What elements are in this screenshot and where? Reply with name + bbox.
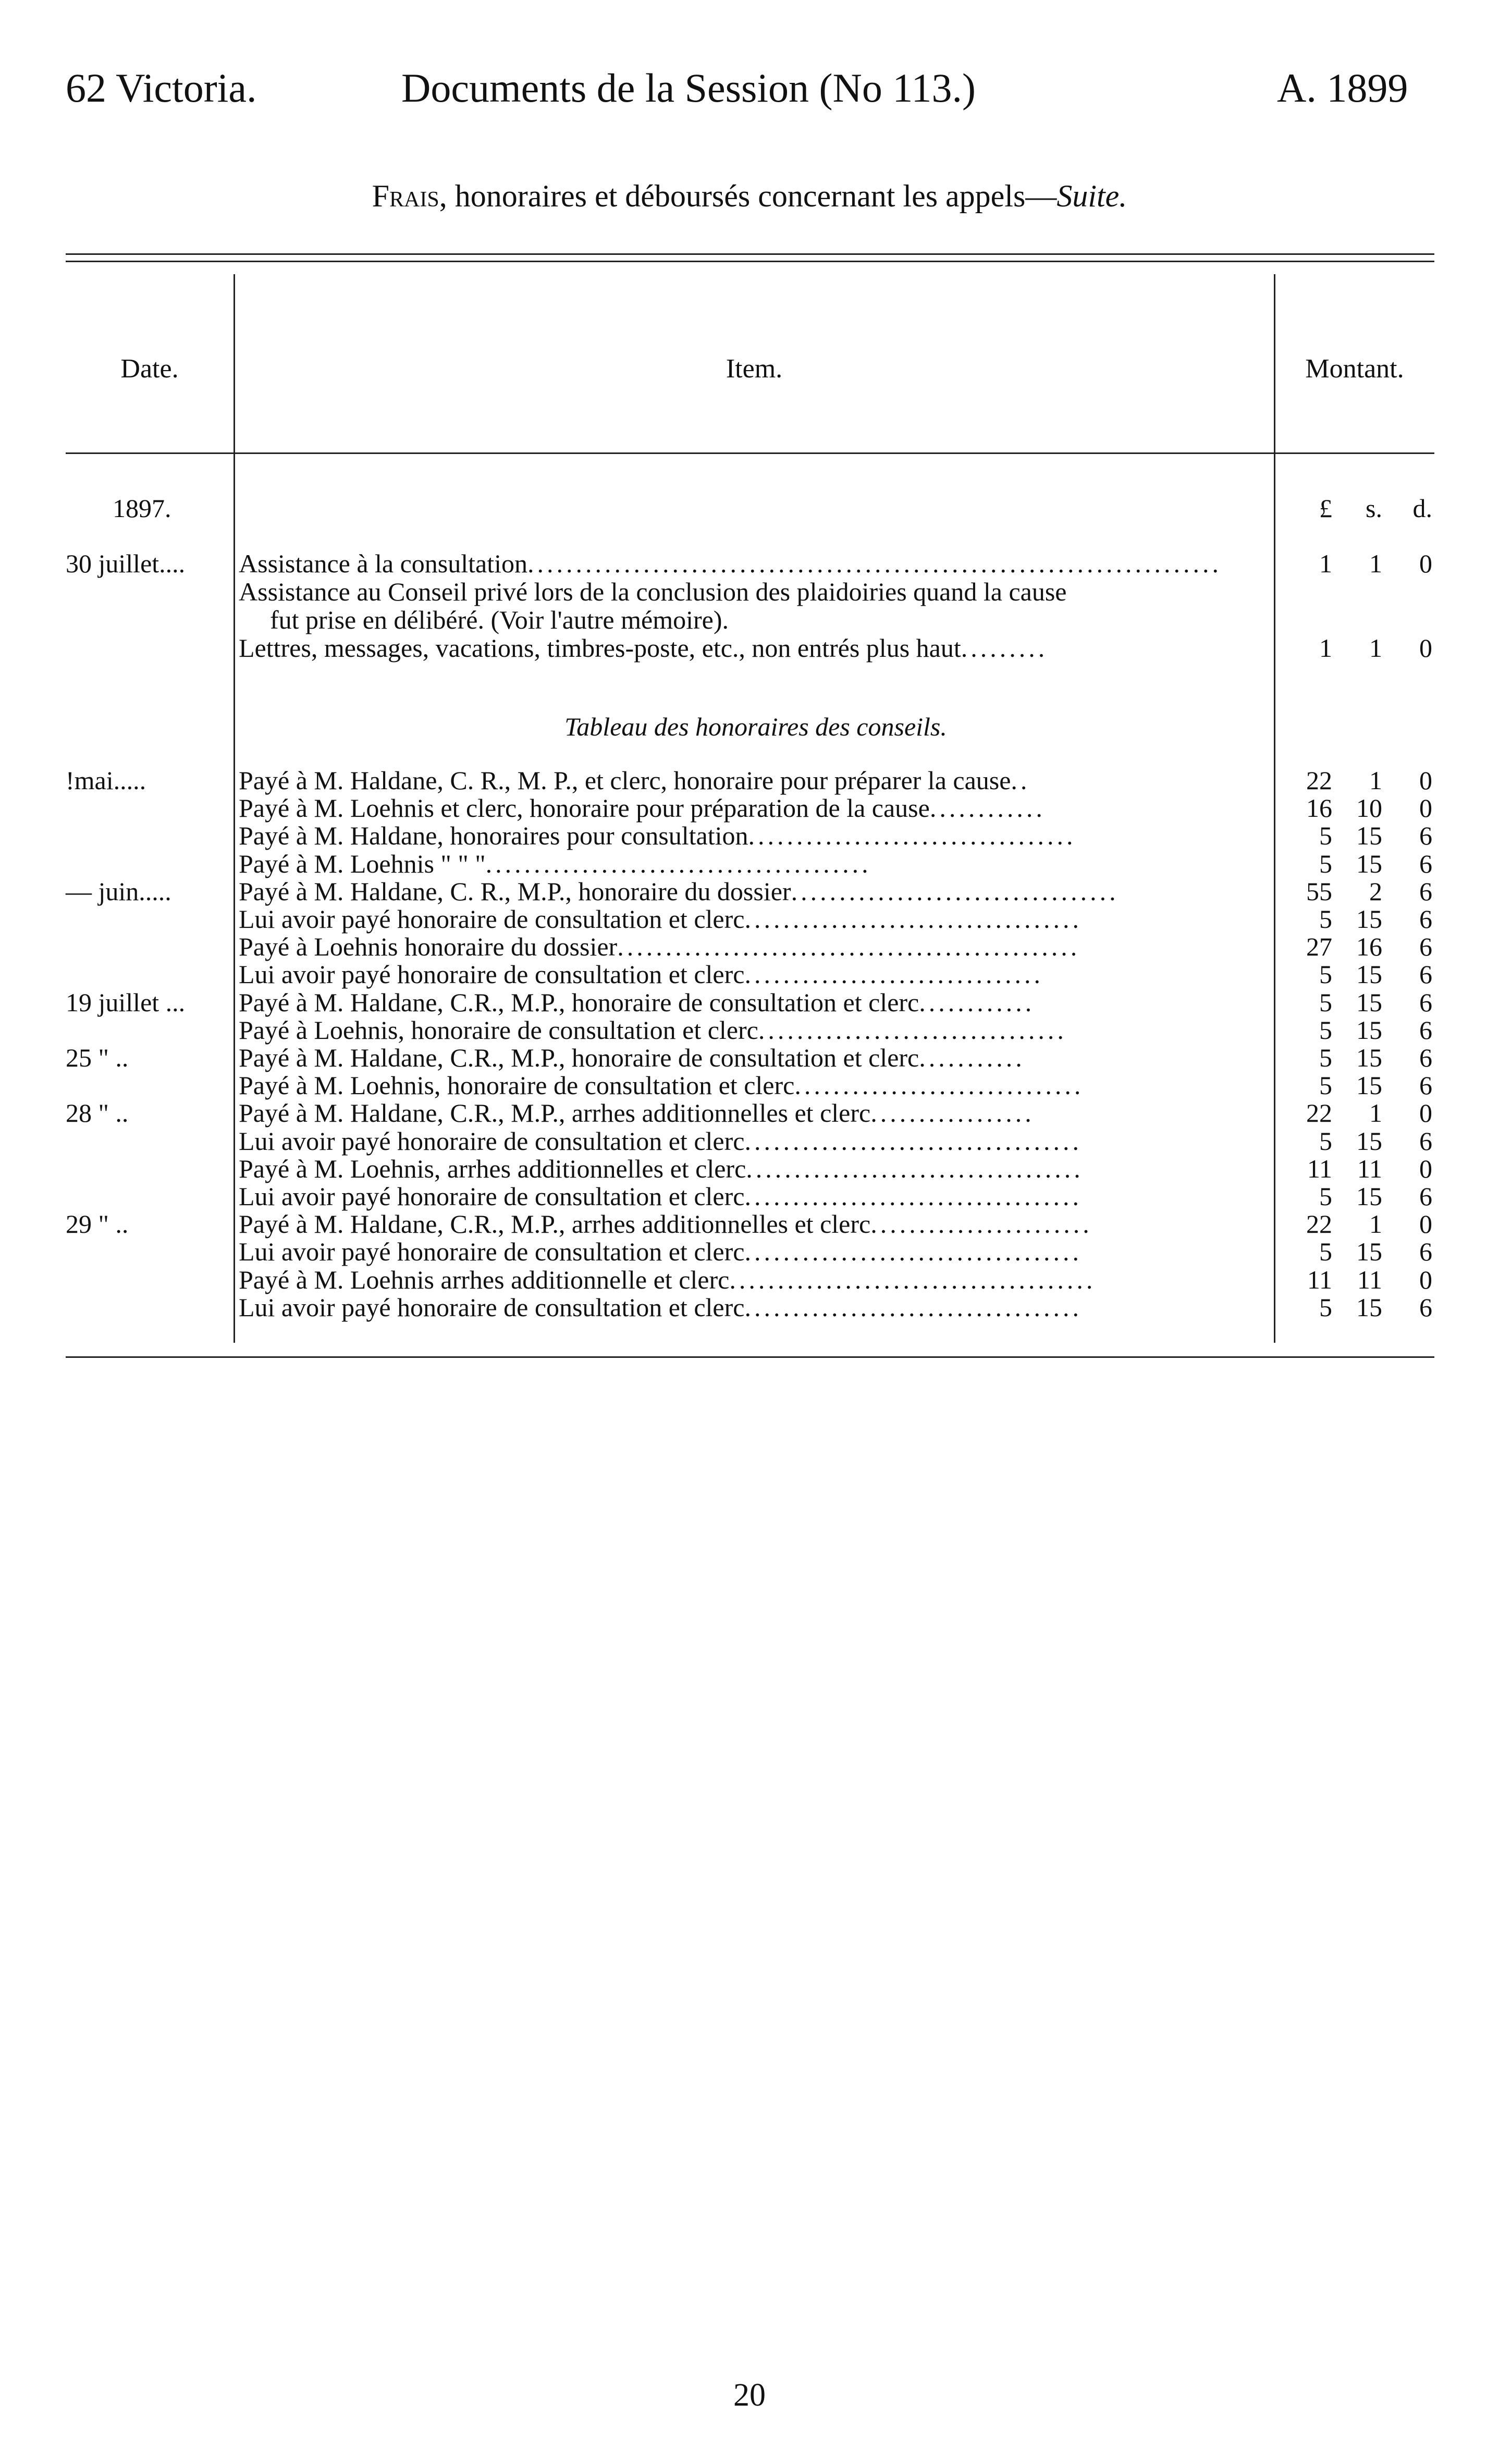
row-amount-shillings: 15 bbox=[1356, 960, 1382, 989]
page-number: 20 bbox=[733, 2377, 766, 2413]
row-item-text: fut prise en délibéré. (Voir l'autre mémoire). bbox=[270, 605, 729, 634]
row-item bbox=[239, 876, 1260, 906]
table-row bbox=[66, 633, 1434, 661]
row-item-text: Payé à M. Loehnis, arrhes additionnelles et clerc bbox=[239, 1154, 746, 1183]
row-amount-shillings: 15 bbox=[1356, 1182, 1382, 1211]
table-row bbox=[66, 1098, 1434, 1126]
subtitle-lead: Frais bbox=[372, 179, 439, 213]
row-date: — juin..... bbox=[66, 876, 171, 906]
header-year-right: A. 1899 bbox=[1277, 65, 1408, 111]
row-amount-shillings: 1 bbox=[1369, 1209, 1382, 1239]
table-row bbox=[66, 1181, 1434, 1209]
header-bottom-rule bbox=[66, 452, 1434, 454]
row-amount-pence: 0 bbox=[1419, 633, 1432, 663]
row-item-text: Lui avoir payé honoraire de consultation et clerc bbox=[239, 960, 745, 989]
table-bottom-rule bbox=[66, 1356, 1434, 1358]
table-row bbox=[66, 1154, 1434, 1182]
row-item-text: Payé à M. Haldane, honoraires pour consultation bbox=[239, 821, 748, 851]
row-item-text: Payé à Loehnis, honoraire de consultation et clerc bbox=[239, 1015, 758, 1045]
row-item-text: Lui avoir payé honoraire de consultation et clerc bbox=[239, 1182, 745, 1211]
row-item bbox=[239, 1070, 1260, 1100]
row-amount-pounds: 5 bbox=[1319, 904, 1332, 934]
row-item bbox=[239, 1181, 1260, 1211]
header-session-left: 62 Victoria. bbox=[66, 65, 257, 111]
row-amount-pence: 0 bbox=[1419, 1265, 1432, 1294]
row-item bbox=[239, 849, 1260, 879]
row-item bbox=[239, 959, 1260, 989]
row-amount-shillings: 15 bbox=[1356, 1071, 1382, 1100]
row-leader-dots: ...................................... bbox=[729, 1265, 1096, 1294]
table-row bbox=[66, 1126, 1434, 1154]
row-leader-dots: ................................... bbox=[744, 1126, 1082, 1156]
row-amount-shillings: 15 bbox=[1356, 904, 1382, 934]
row-amount-pence: 0 bbox=[1419, 549, 1432, 578]
table-row bbox=[66, 765, 1434, 793]
row-leader-dots: ................................... bbox=[744, 1237, 1082, 1267]
row-item bbox=[239, 987, 1260, 1018]
subtitle-main: , honoraires et déboursés concernant les appels— bbox=[439, 179, 1057, 213]
row-amount-shillings: 15 bbox=[1356, 987, 1382, 1017]
row-item-text: Payé à M. Haldane, C.R., M.P., honoraire de consultation et clerc bbox=[239, 987, 919, 1017]
row-amount-pence: 6 bbox=[1419, 849, 1432, 878]
row-amount-pounds: 1 bbox=[1319, 549, 1332, 578]
row-item bbox=[239, 1292, 1260, 1322]
row-amount-shillings: 15 bbox=[1356, 849, 1382, 878]
row-leader-dots: .. bbox=[1011, 766, 1030, 795]
row-item-text: Lui avoir payé honoraire de consultation et clerc bbox=[239, 1292, 745, 1322]
row-item bbox=[239, 793, 1260, 823]
row-amount-shillings: 1 bbox=[1369, 766, 1382, 795]
row-item bbox=[239, 1098, 1260, 1128]
row-leader-dots: ............ bbox=[919, 987, 1035, 1017]
row-leader-dots: .................................. bbox=[748, 821, 1076, 851]
row-item bbox=[239, 820, 1260, 851]
row-amount-pounds: 1 bbox=[1319, 633, 1332, 663]
row-amount-pounds: 11 bbox=[1307, 1154, 1332, 1183]
row-leader-dots: ................................... bbox=[746, 1154, 1084, 1183]
row-item-text: Assistance au Conseil privé lors de la conclusion des plaidoiries quand la cause bbox=[239, 577, 1067, 606]
year-currency-row bbox=[66, 493, 1434, 521]
row-date: 30 juillet.... bbox=[66, 549, 186, 578]
row-item bbox=[239, 548, 1260, 579]
row-item bbox=[239, 1126, 1260, 1156]
row-item-text: Payé à M. Loehnis arrhes additionnelle et clerc bbox=[239, 1265, 730, 1294]
subtitle-suite: Suite. bbox=[1056, 179, 1127, 213]
row-leader-dots: ................................ bbox=[758, 1015, 1067, 1045]
row-leader-dots: ........................................ bbox=[485, 849, 871, 878]
row-amount-shillings: 15 bbox=[1356, 1237, 1382, 1267]
row-item-text: Payé à M. Loehnis, honoraire de consultation et clerc bbox=[239, 1071, 795, 1100]
row-amount-shillings: 2 bbox=[1369, 876, 1382, 906]
table-row bbox=[66, 548, 1434, 577]
row-amount-pounds: 5 bbox=[1319, 1292, 1332, 1322]
row-amount-pence: 6 bbox=[1419, 1071, 1432, 1100]
row-amount-pence: 0 bbox=[1419, 1098, 1432, 1128]
row-amount-pence: 0 bbox=[1419, 1154, 1432, 1183]
row-item bbox=[239, 1154, 1260, 1184]
table-row bbox=[66, 820, 1434, 849]
table-row bbox=[66, 605, 1434, 633]
table-row bbox=[66, 904, 1434, 932]
row-leader-dots: ....................... bbox=[870, 1209, 1092, 1239]
table-row bbox=[66, 1292, 1434, 1320]
row-item bbox=[239, 1209, 1260, 1239]
year-label: 1897. bbox=[113, 494, 171, 523]
row-amount-pounds: 5 bbox=[1319, 1043, 1332, 1072]
row-item bbox=[239, 633, 1260, 663]
row-amount-pence: 6 bbox=[1419, 876, 1432, 906]
header-document-title: Documents de la Session (No 113.) bbox=[401, 65, 976, 111]
row-amount-shillings: 15 bbox=[1356, 821, 1382, 851]
row-amount-pence: 0 bbox=[1419, 1209, 1432, 1239]
table-row bbox=[66, 577, 1434, 605]
row-amount-pence: 6 bbox=[1419, 1182, 1432, 1211]
row-leader-dots: ........... bbox=[919, 1043, 1025, 1072]
row-amount-pence: 6 bbox=[1419, 1015, 1432, 1045]
row-item bbox=[239, 765, 1260, 795]
row-amount-pounds: 22 bbox=[1306, 1098, 1332, 1128]
row-amount-pounds: 5 bbox=[1319, 1237, 1332, 1267]
row-amount-pence: 6 bbox=[1419, 904, 1432, 934]
row-amount-pence: 6 bbox=[1419, 1043, 1432, 1072]
row-amount-pounds: 5 bbox=[1319, 821, 1332, 851]
row-date: 19 juillet ... bbox=[66, 987, 186, 1017]
row-amount-pounds: 55 bbox=[1306, 876, 1332, 906]
row-item-text: Lui avoir payé honoraire de consultation et clerc bbox=[239, 1237, 745, 1267]
row-amount-pounds: 27 bbox=[1306, 932, 1332, 962]
row-leader-dots: ............................... bbox=[744, 960, 1043, 989]
row-amount-pounds: 5 bbox=[1319, 849, 1332, 878]
row-amount-pence: 0 bbox=[1419, 766, 1432, 795]
row-date: 28 " .. bbox=[66, 1098, 129, 1128]
row-item bbox=[239, 1236, 1260, 1267]
row-amount-pence: 6 bbox=[1419, 1237, 1432, 1267]
row-amount-pounds: 22 bbox=[1306, 766, 1332, 795]
table-row bbox=[66, 1209, 1434, 1237]
row-amount-shillings: 1 bbox=[1369, 1098, 1382, 1128]
row-leader-dots: ............ bbox=[929, 793, 1046, 823]
row-item bbox=[239, 1043, 1260, 1073]
table-row bbox=[66, 959, 1434, 987]
table-top-rule-second bbox=[66, 261, 1434, 262]
row-leader-dots: .................................. bbox=[791, 876, 1119, 906]
row-amount-shillings: 11 bbox=[1357, 1154, 1382, 1183]
row-amount-pence: 6 bbox=[1419, 987, 1432, 1017]
row-amount-pounds: 16 bbox=[1306, 793, 1332, 823]
row-amount-pounds: 22 bbox=[1306, 1209, 1332, 1239]
column-header-item: Item. bbox=[726, 354, 783, 384]
row-amount-pounds: 11 bbox=[1307, 1265, 1332, 1294]
row-amount-pence: 0 bbox=[1419, 793, 1432, 823]
row-amount-shillings: 15 bbox=[1356, 1126, 1382, 1156]
row-item-text: Payé à Loehnis honoraire du dossier bbox=[239, 932, 618, 962]
row-amount-pence: 6 bbox=[1419, 1126, 1432, 1156]
row-leader-dots: ......... bbox=[961, 633, 1048, 663]
row-item-text: Payé à M. Haldane, C. R., M. P., et clerc, honoraire pour préparer la cause bbox=[239, 766, 1011, 795]
row-amount-pounds: 5 bbox=[1319, 1071, 1332, 1100]
row-leader-dots: ................................... bbox=[744, 1182, 1082, 1211]
row-amount-pounds: 5 bbox=[1319, 1015, 1332, 1045]
row-amount-shillings: 1 bbox=[1369, 633, 1382, 663]
row-item bbox=[239, 577, 1260, 607]
row-leader-dots: ................. bbox=[870, 1098, 1035, 1128]
row-amount-pounds: 5 bbox=[1319, 987, 1332, 1017]
row-item-text: Assistance à la consultation bbox=[239, 549, 528, 578]
row-item bbox=[239, 1265, 1260, 1295]
table-row bbox=[66, 1236, 1434, 1265]
row-amount-shillings: 15 bbox=[1356, 1015, 1382, 1045]
table-top-rule bbox=[66, 253, 1434, 255]
row-item-text: Payé à M. Haldane, C.R., M.P., arrhes additionnelles et clerc bbox=[239, 1209, 871, 1239]
row-leader-dots: ................................... bbox=[744, 1292, 1082, 1322]
row-date: 29 " .. bbox=[66, 1209, 129, 1239]
row-amount-shillings: 11 bbox=[1357, 1265, 1382, 1294]
row-amount-pounds: 5 bbox=[1319, 1126, 1332, 1156]
row-leader-dots: ................................... bbox=[744, 904, 1082, 934]
section-title: Tableau des honoraires des conseils. bbox=[564, 712, 947, 741]
row-item bbox=[239, 1015, 1260, 1045]
row-item bbox=[239, 605, 1292, 635]
row-item-text: Payé à M. Haldane, C. R., M.P., honoraire du dossier bbox=[239, 876, 791, 906]
table-row bbox=[66, 793, 1434, 821]
currency-pence: d. bbox=[1412, 494, 1432, 523]
table-subtitle bbox=[0, 178, 1499, 214]
table-row bbox=[66, 1043, 1434, 1071]
row-amount-shillings: 15 bbox=[1356, 1043, 1382, 1072]
row-date: 25 " .. bbox=[66, 1043, 129, 1072]
currency-pound: £ bbox=[1319, 494, 1332, 523]
row-item-text: Lui avoir payé honoraire de consultation et clerc bbox=[239, 904, 745, 934]
row-leader-dots: .............................. bbox=[794, 1071, 1084, 1100]
column-header-montant: Montant. bbox=[1305, 354, 1404, 384]
table-row bbox=[66, 1070, 1434, 1098]
row-amount-shillings: 15 bbox=[1356, 1292, 1382, 1322]
row-item-text: Payé à M. Haldane, C.R., M.P., arrhes additionnelles et clerc bbox=[239, 1098, 871, 1128]
row-item-text: Lui avoir payé honoraire de consultation et clerc bbox=[239, 1126, 745, 1156]
row-item-text: Payé à M. Loehnis et clerc, honoraire pour préparation de la cause bbox=[239, 793, 930, 823]
row-item-text: Payé à M. Haldane, C.R., M.P., honoraire de consultation et clerc bbox=[239, 1043, 919, 1072]
row-item bbox=[239, 904, 1260, 934]
table-row bbox=[66, 987, 1434, 1015]
row-amount-shillings: 16 bbox=[1356, 932, 1382, 962]
column-header-date: Date. bbox=[120, 354, 179, 384]
row-amount-pence: 6 bbox=[1419, 821, 1432, 851]
table-row bbox=[66, 1265, 1434, 1293]
row-amount-pounds: 5 bbox=[1319, 1182, 1332, 1211]
row-item-text: Payé à M. Loehnis " " " bbox=[239, 849, 486, 878]
row-amount-pence: 6 bbox=[1419, 960, 1432, 989]
row-amount-shillings: 10 bbox=[1356, 793, 1382, 823]
table-row bbox=[66, 876, 1434, 904]
row-item-text: Lettres, messages, vacations, timbres-poste, etc., non entrés plus haut bbox=[239, 633, 961, 663]
row-date: !mai..... bbox=[66, 766, 146, 795]
table-row bbox=[66, 1015, 1434, 1043]
table-row bbox=[66, 931, 1434, 960]
row-leader-dots: ........................................................................ bbox=[527, 549, 1222, 578]
row-amount-pounds: 5 bbox=[1319, 960, 1332, 989]
table-row bbox=[66, 849, 1434, 877]
currency-shilling: s. bbox=[1366, 494, 1382, 523]
row-amount-pence: 6 bbox=[1419, 1292, 1432, 1322]
row-leader-dots: ................................................ bbox=[617, 932, 1080, 962]
row-amount-pence: 6 bbox=[1419, 932, 1432, 962]
row-item bbox=[239, 931, 1260, 962]
row-amount-shillings: 1 bbox=[1369, 549, 1382, 578]
